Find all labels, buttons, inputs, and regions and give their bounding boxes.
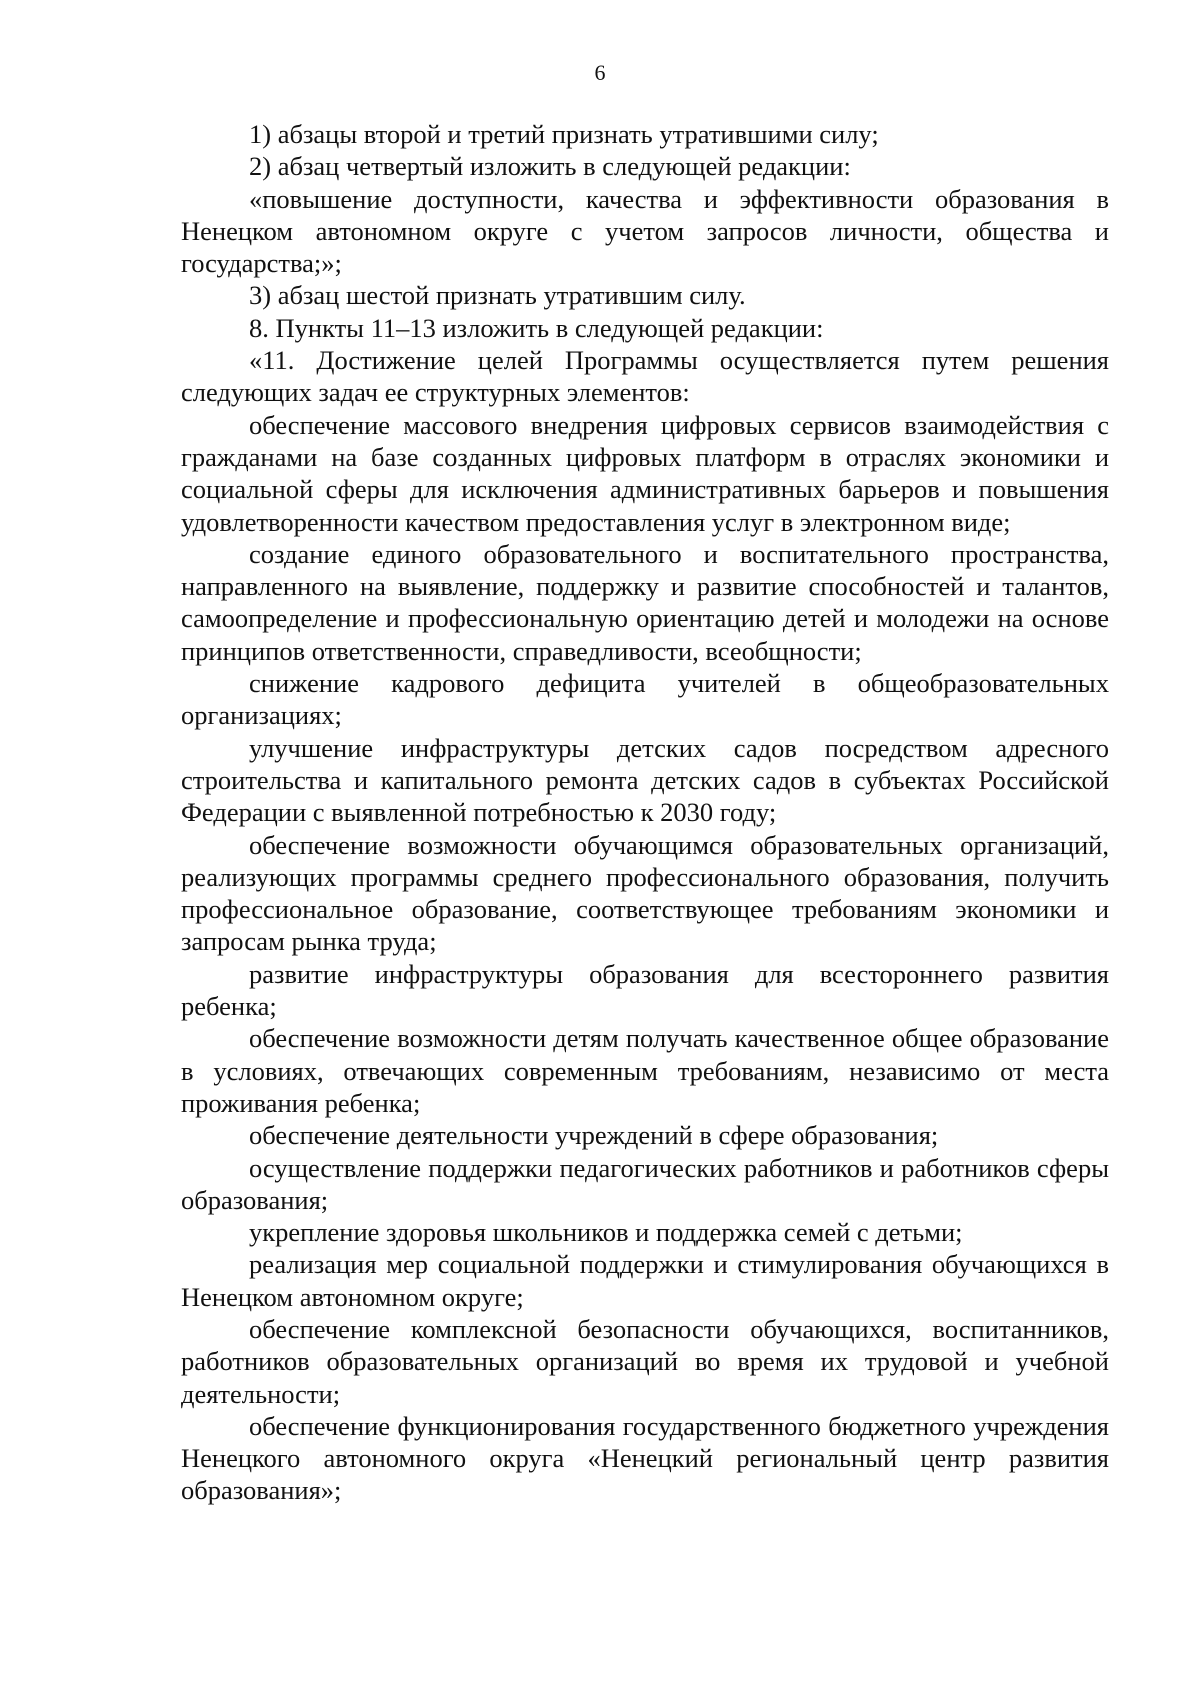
paragraph: создание единого образовательного и воспитательного пространства, направленного на выявление, поддержку и развитие способностей и талантов, самоопределение и профессиональную ориентацию детей и молодежи на основе принципов ответственности, справедливости, всеобщности; — [181, 538, 1109, 666]
paragraph: обеспечение возможности детям получать качественное общее образование в условиях, отвечающих современным требованиям, независимо от места проживания ребенка; — [181, 1023, 1109, 1118]
paragraph: 1) абзацы второй и третий признать утратившими силу; — [249, 119, 879, 149]
paragraph: «повышение доступности, качества и эффективности образования в Ненецком автономном округе с учетом запросов личности, общества и государства;»; — [181, 183, 1109, 279]
paragraph: «11. Достижение целей Программы осуществляется путем решения следующих задач ее структурных элементов: — [181, 345, 1109, 408]
paragraph: снижение кадрового дефицита учителей в общеобразовательных организациях; — [181, 668, 1109, 731]
paragraph: улучшение инфраструктуры детских садов посредством адресного строительства и капитального ремонта детских садов в субъектах Российской Федерации с выявленной потребностью к 2030 году; — [181, 732, 1109, 828]
paragraph: развитие инфраструктуры образования для всестороннего развития ребенка; — [181, 958, 1109, 1022]
paragraph: реализация мер социальной поддержки и стимулирования обучающихся в Ненецком автономном округе; — [181, 1249, 1109, 1312]
paragraph: укрепление здоровья школьников и поддержка семей с детьми; — [249, 1217, 963, 1248]
paragraph: обеспечение функционирования государственного бюджетного учреждения Ненецкого автономного округа «Ненецкий региональный центр развития образования»; — [181, 1410, 1109, 1506]
document-body — [181, 118, 1109, 1507]
paragraph: обеспечение массового внедрения цифровых сервисов взаимодействия с гражданами на базе созданных цифровых платформ в отраслях экономики и социальной сферы для исключения административных барьеров и повышения удовлетворенности качеством предоставления услуг в электронном виде; — [181, 409, 1109, 537]
paragraph: обеспечение деятельности учреждений в сфере образования; — [249, 1120, 939, 1151]
paragraph: 3) абзац шестой признать утратившим силу. — [249, 280, 746, 311]
paragraph: осуществление поддержки педагогических работников и работников сферы образования; — [181, 1152, 1109, 1215]
paragraph: обеспечение возможности обучающимся образовательных организаций, реализующих программы среднего профессионального образования, получить профессиональное образование, соответствующее требованиям экономики и запросам рынка труда; — [181, 829, 1109, 957]
page-number: 6 — [594, 60, 606, 85]
paragraph: обеспечение комплексной безопасности обучающихся, воспитанников, работников образовательных организаций во время их трудовой и учебной деятельности; — [181, 1313, 1109, 1409]
paragraph: 8. Пункты 11–13 изложить в следующей редакции: — [249, 312, 824, 343]
paragraph: 2) абзац четвертый изложить в следующей редакции: — [249, 151, 851, 182]
